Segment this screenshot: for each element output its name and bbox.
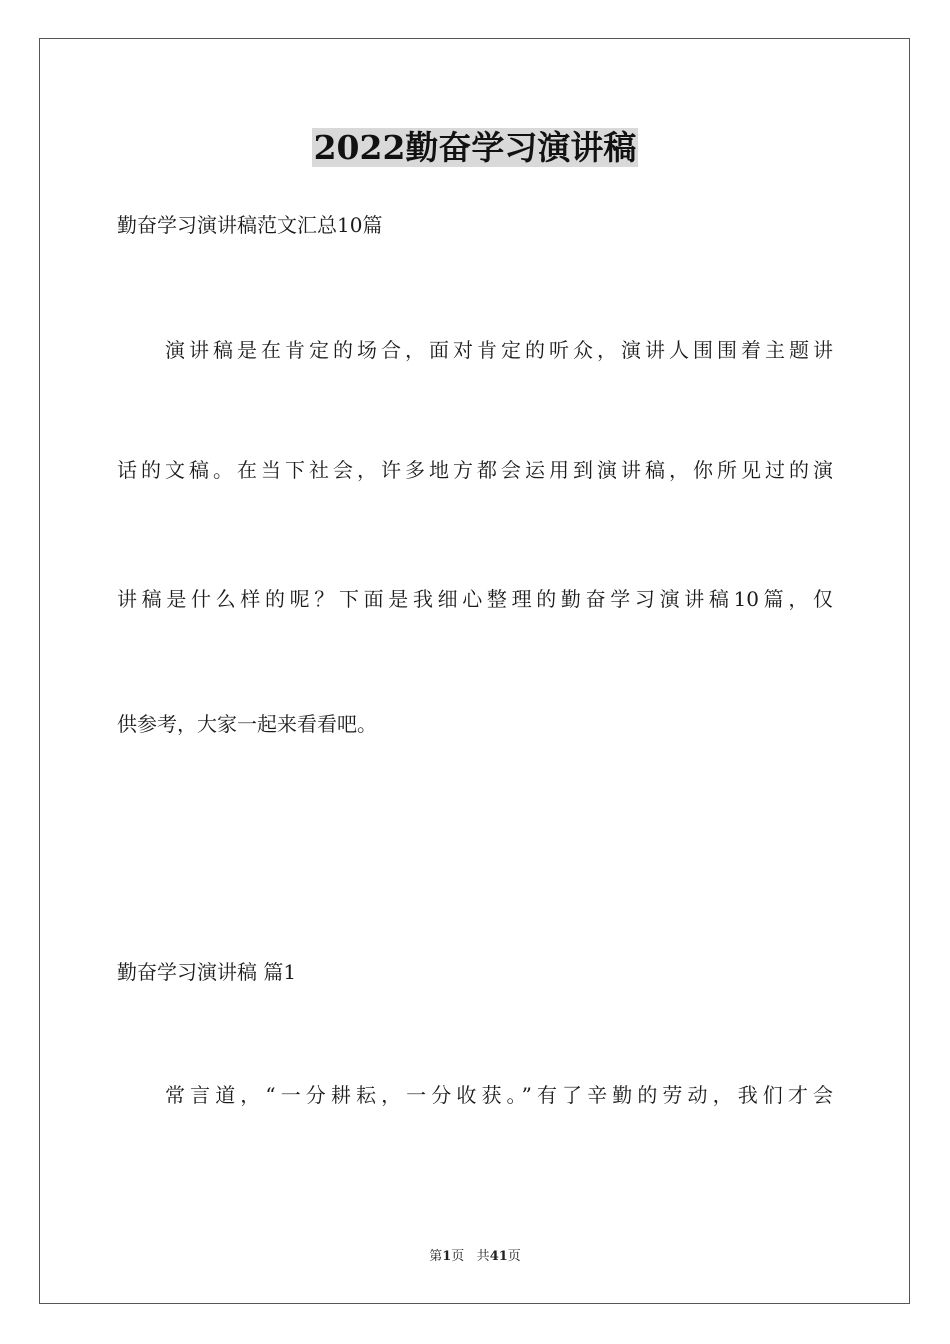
footer-total-prefix: 共 bbox=[476, 1249, 490, 1264]
section-heading: 勤奋学习演讲稿 篇1 bbox=[117, 960, 297, 984]
intro-line-1: 演讲稿是在肯定的场合，面对肯定的听众，演讲人围围着主题讲 bbox=[165, 338, 833, 362]
intro-line-2: 话的文稿。在当下社会，许多地方都会运用到演讲稿，你所见过的演 bbox=[117, 458, 833, 482]
document-title bbox=[0, 126, 950, 170]
page-footer bbox=[0, 1248, 950, 1266]
intro-line-4: 供参考，大家一起来看看吧。 bbox=[117, 712, 377, 736]
section-line-1: 常言道，“一分耕耘，一分收获。”有了辛勤的劳动，我们才会 bbox=[165, 1083, 833, 1107]
document-title-text: 2022勤奋学习演讲稿 bbox=[313, 128, 637, 167]
intro-line-3: 讲稿是什么样的呢？下面是我细心整理的勤奋学习演讲稿10篇，仅 bbox=[117, 587, 833, 611]
document-subtitle: 勤奋学习演讲稿范文汇总10篇 bbox=[117, 213, 383, 237]
footer-total-suffix: 页 bbox=[507, 1249, 521, 1264]
footer-page-number: 1 bbox=[442, 1249, 452, 1264]
footer-page-suffix: 页 bbox=[451, 1249, 465, 1264]
footer-total-pages: 41 bbox=[489, 1249, 508, 1264]
footer-prefix: 第 bbox=[429, 1249, 443, 1264]
